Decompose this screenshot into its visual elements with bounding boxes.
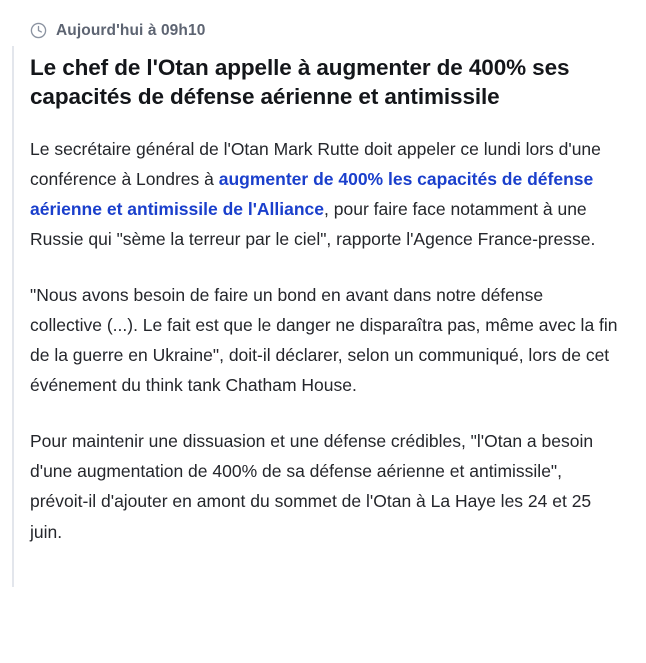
paragraph-1-tail: , pour faire face notamment à une Russie qui "sème la terreur par le ciel", rapporte l'Agence France-presse. — [30, 198, 596, 249]
timeline-rail — [12, 46, 14, 587]
article-paragraph-1 — [30, 134, 618, 254]
article-paragraph-3: Pour maintenir une dissuasion et une défense crédibles, "l'Otan a besoin d'une augmentation de 400% de sa défense aérienne et antimissile", prévoit-il d'ajouter en amont du sommet de l'Otan à La Haye les 24 et 25 juin. — [30, 431, 594, 542]
article-meta — [30, 22, 618, 39]
clock-icon — [30, 22, 47, 39]
article-inline-link[interactable]: augmenter de 400% les capacités de défense aérienne et antimissile de l'Alliance — [30, 168, 594, 219]
page-title: Le chef de l'Otan appelle à augmenter de 400% ses capacités de défense aérienne et antimissile — [30, 55, 570, 110]
article-timestamp: Aujourd'hui à 09h10 — [56, 21, 206, 39]
paragraph-1-lead: Le secrétaire général de l'Otan Mark Rutte doit appeler ce lundi lors d'une conférence à Londres à — [30, 138, 601, 189]
article-paragraph-2: "Nous avons besoin de faire un bond en avant dans notre défense collective (...). Le fait est que le danger ne disparaîtra pas, même avec la fin de la guerre en Ukraine", doit-il déclarer, selon un communiqué, lors de cet événement du think tank Chatham House. — [30, 284, 618, 396]
